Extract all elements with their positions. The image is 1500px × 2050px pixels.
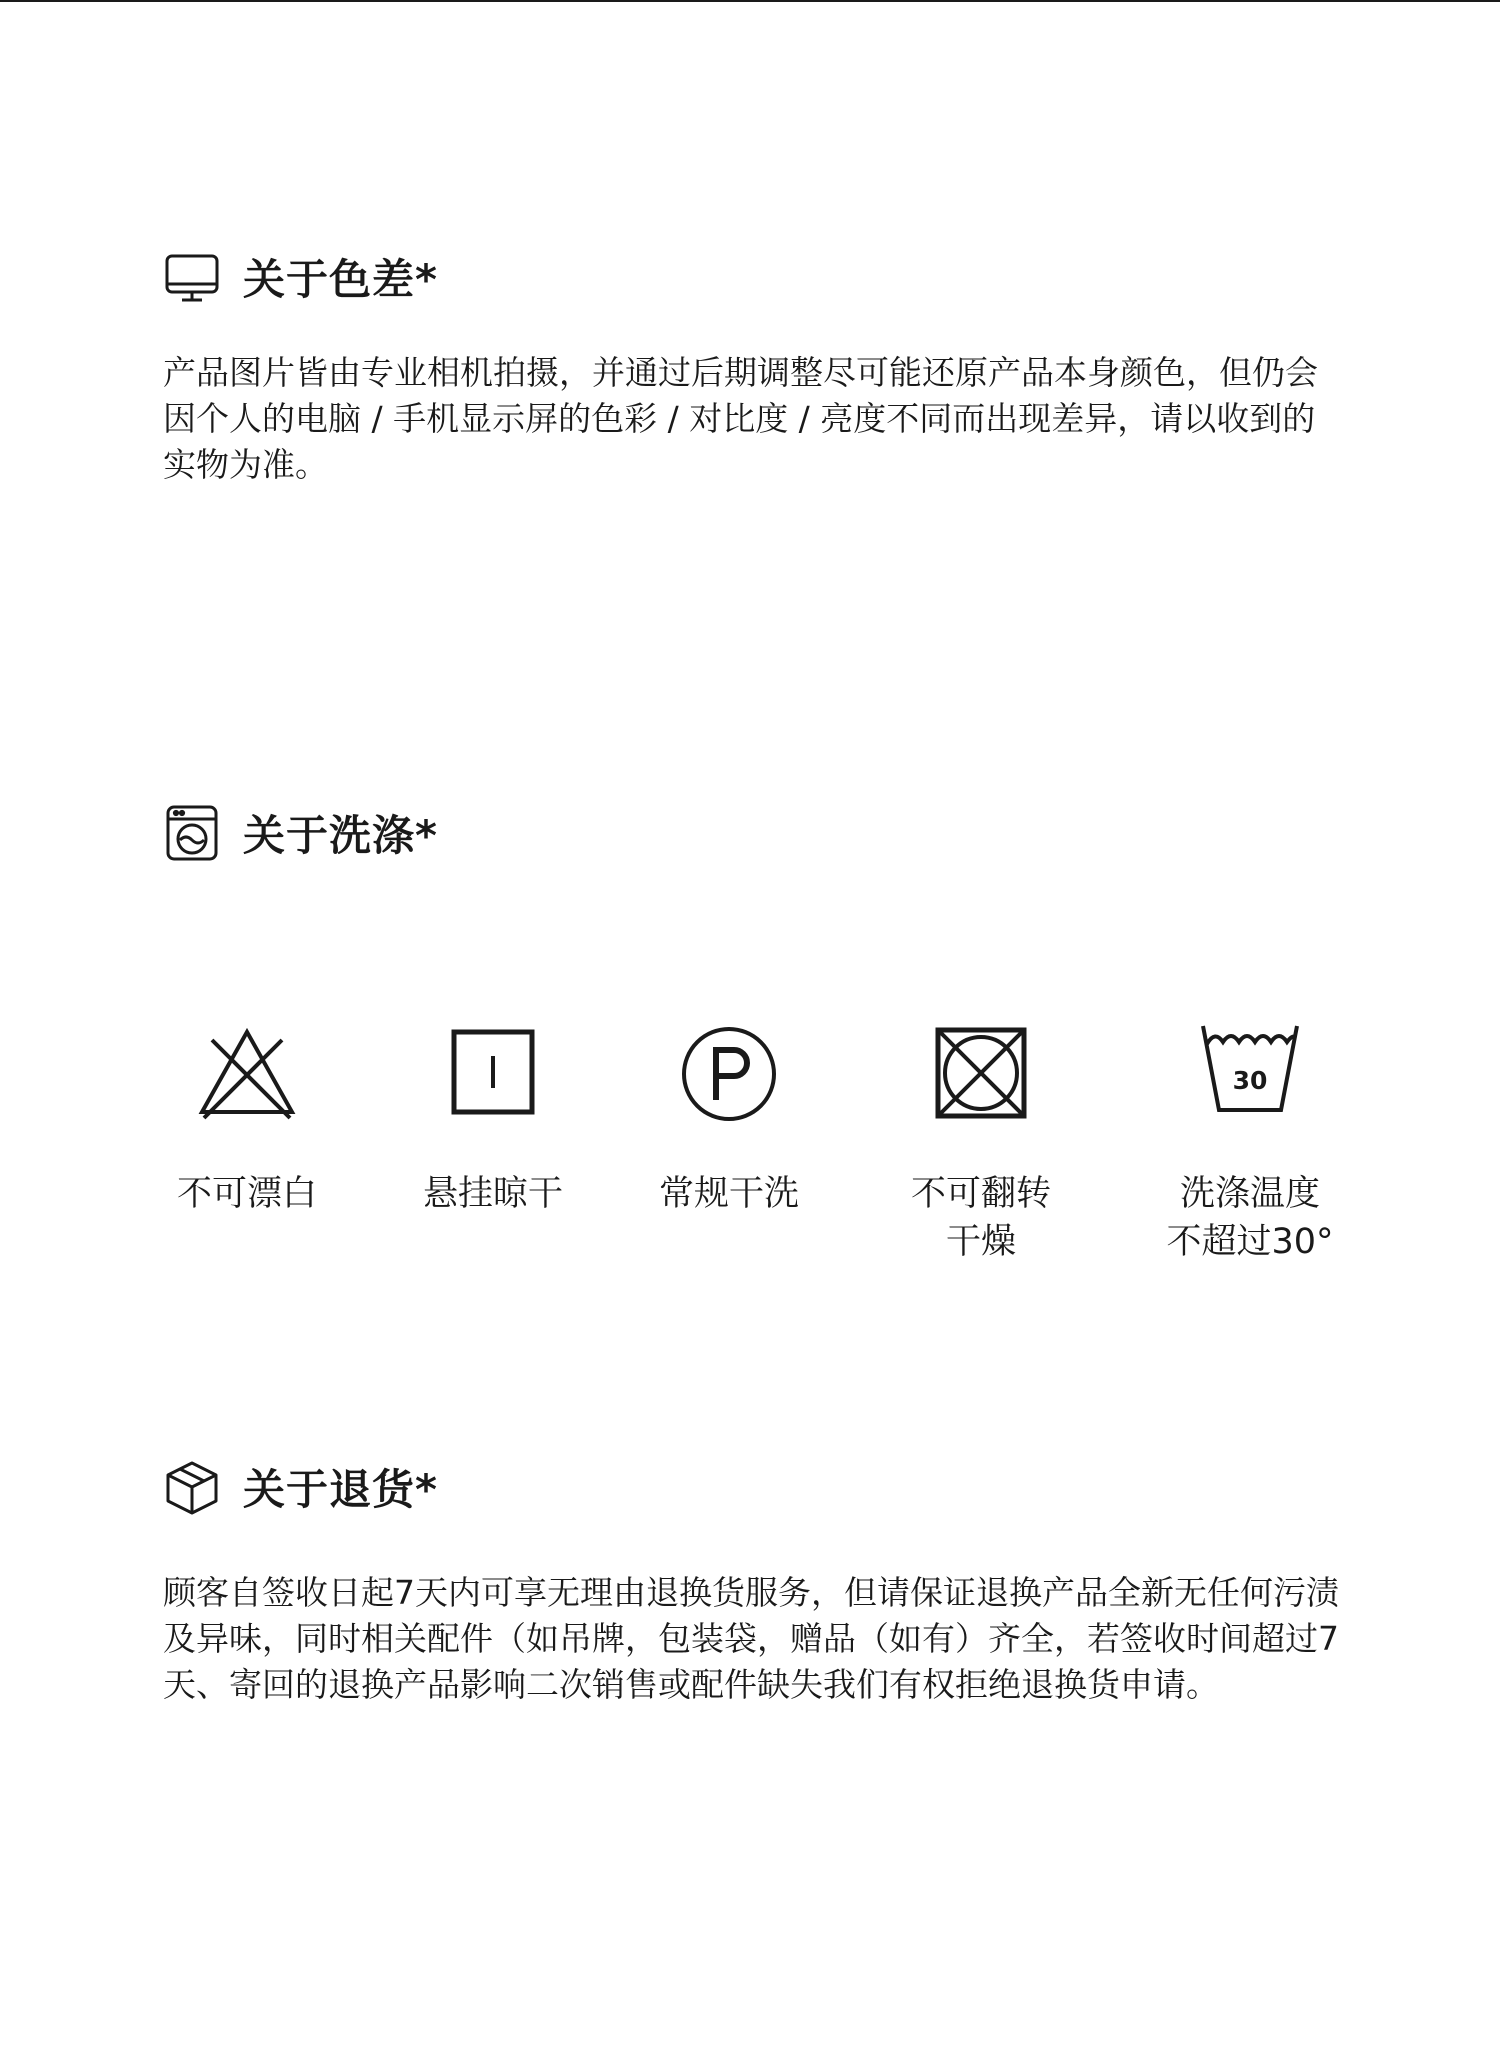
care-item-dry-clean: [634, 1020, 824, 1218]
package-box-icon: [163, 1458, 221, 1516]
returns-section-text: 顾客自签收日起7天内可享无理由退换货服务，但请保证退换产品全新无任何污渍及异味，同时相关配件（如吊牌，包装袋，赠品（如有）齐全，若签收时间超过7天、寄回的退换产品影响二次销售或配件缺失我们有权拒绝退换货申请。: [163, 1573, 1339, 1704]
care-item-wash-30: [1155, 1020, 1345, 1266]
returns-section-title: 关于退货*: [243, 1465, 438, 1514]
care-symbols: [0, 1020, 1500, 1260]
care-label-no-bleach: 不可漂白: [176, 1174, 317, 1214]
color-section-title: 关于色差*: [243, 255, 438, 304]
line-dry-icon: [438, 1020, 548, 1130]
care-label-no-tumble-dry: 不可翻转 干燥: [910, 1174, 1051, 1262]
dry-clean-p-icon: [674, 1020, 784, 1130]
monitor-icon: [163, 248, 221, 306]
washing-section-title: 关于洗涤*: [243, 811, 438, 860]
no-tumble-dry-icon: [926, 1020, 1036, 1130]
color-section-text: 产品图片皆由专业相机拍摄，并通过后期调整尽可能还原产品本身颜色，但仍会因个人的电脑 / 手机显示屏的色彩 / 对比度 / 亮度不同而出现差异，请以收到的实物为准。: [163, 353, 1318, 484]
washing-machine-icon: [163, 804, 221, 862]
washing-section-header: [163, 803, 438, 863]
care-item-no-tumble-dry: [886, 1020, 1076, 1266]
care-item-no-bleach: [152, 1020, 342, 1218]
wash-30-icon: [1195, 1020, 1305, 1130]
no-bleach-icon: [192, 1020, 302, 1130]
care-label-wash-30: 洗涤温度 不超过30°: [1166, 1174, 1334, 1262]
care-label-dry-clean: 常规干洗: [658, 1174, 799, 1214]
care-item-line-dry: [398, 1020, 588, 1218]
wash-temp-value: 30: [1232, 1066, 1268, 1095]
top-divider: [0, 0, 1500, 2]
color-section-header: [163, 247, 438, 307]
returns-section-header: [163, 1457, 438, 1517]
care-label-line-dry: 悬挂晾干: [422, 1174, 563, 1214]
